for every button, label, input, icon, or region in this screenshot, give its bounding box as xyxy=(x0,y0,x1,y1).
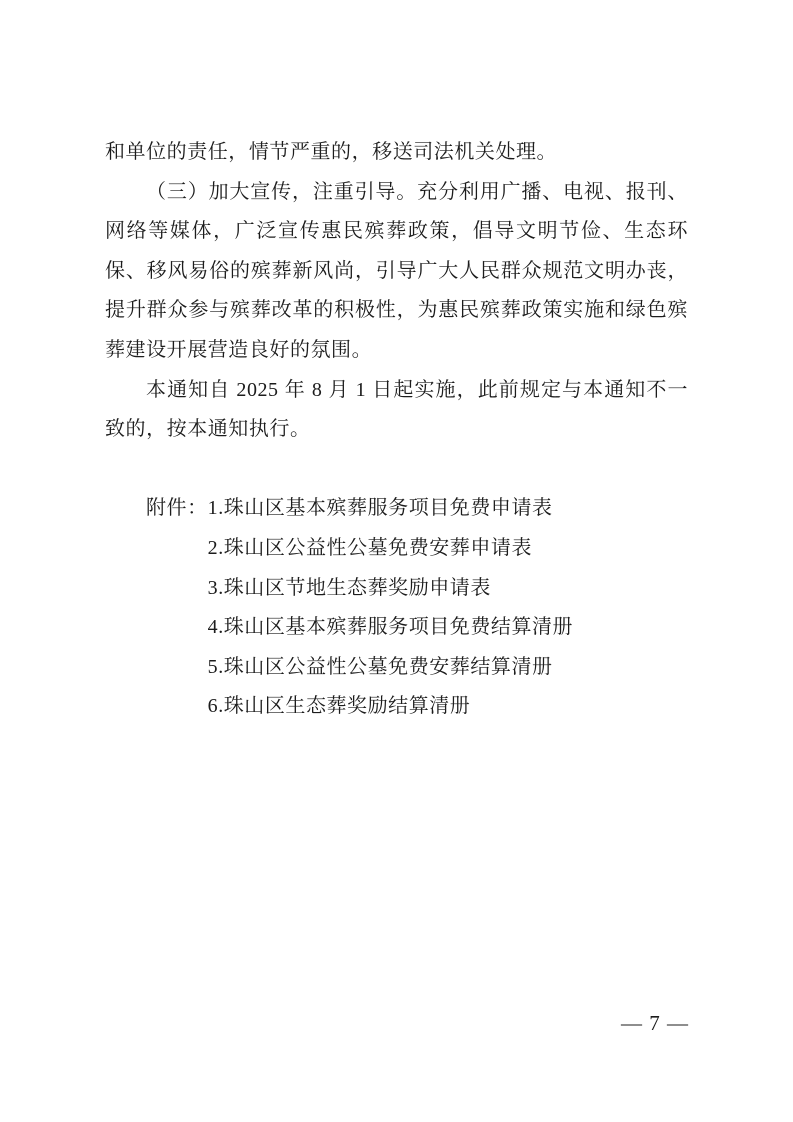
attachment-item-5: 5.珠山区公益性公墓免费安葬结算清册 xyxy=(207,655,553,678)
attachments-list xyxy=(208,489,688,727)
attachment-item-2: 2.珠山区公益性公墓免费安葬申请表 xyxy=(207,536,533,559)
paragraph-effective-date: 本通知自 2025 年 8 月 1 日起实施，此前规定与本通知不一致的，按本通知执行。 xyxy=(105,378,688,441)
attachment-item-4: 4.珠山区基本殡葬服务项目免费结算清册 xyxy=(207,616,574,639)
paragraph-section-three-publicity: （三）加大宣传，注重引导。充分利用广播、电视、报刊、网络等媒体，广泛宣传惠民殡葬政策，倡导文明节俭、生态环保、移风易俗的殡葬新风尚，引导广大人民群众规范文明办丧，提升群众参与殡葬改革的积极性，为惠民殡葬政策实施和绿色殡葬建设开展营造良好的氛围。 xyxy=(105,180,688,361)
attachment-item-1: 1.珠山区基本殡葬服务项目免费申请表 xyxy=(207,497,553,520)
page-footer xyxy=(621,1008,689,1038)
document-body xyxy=(105,133,688,727)
attachments-block xyxy=(105,489,688,727)
paragraph-continuation: 和单位的责任，情节严重的，移送司法机关处理。 xyxy=(105,141,558,163)
page-number: — 7 — xyxy=(621,1011,689,1035)
attachment-item-3: 3.珠山区节地生态葬奖励申请表 xyxy=(207,576,491,599)
attachments-label: 附件： xyxy=(146,497,208,520)
attachment-item-6: 6.珠山区生态葬奖励结算清册 xyxy=(207,695,471,718)
